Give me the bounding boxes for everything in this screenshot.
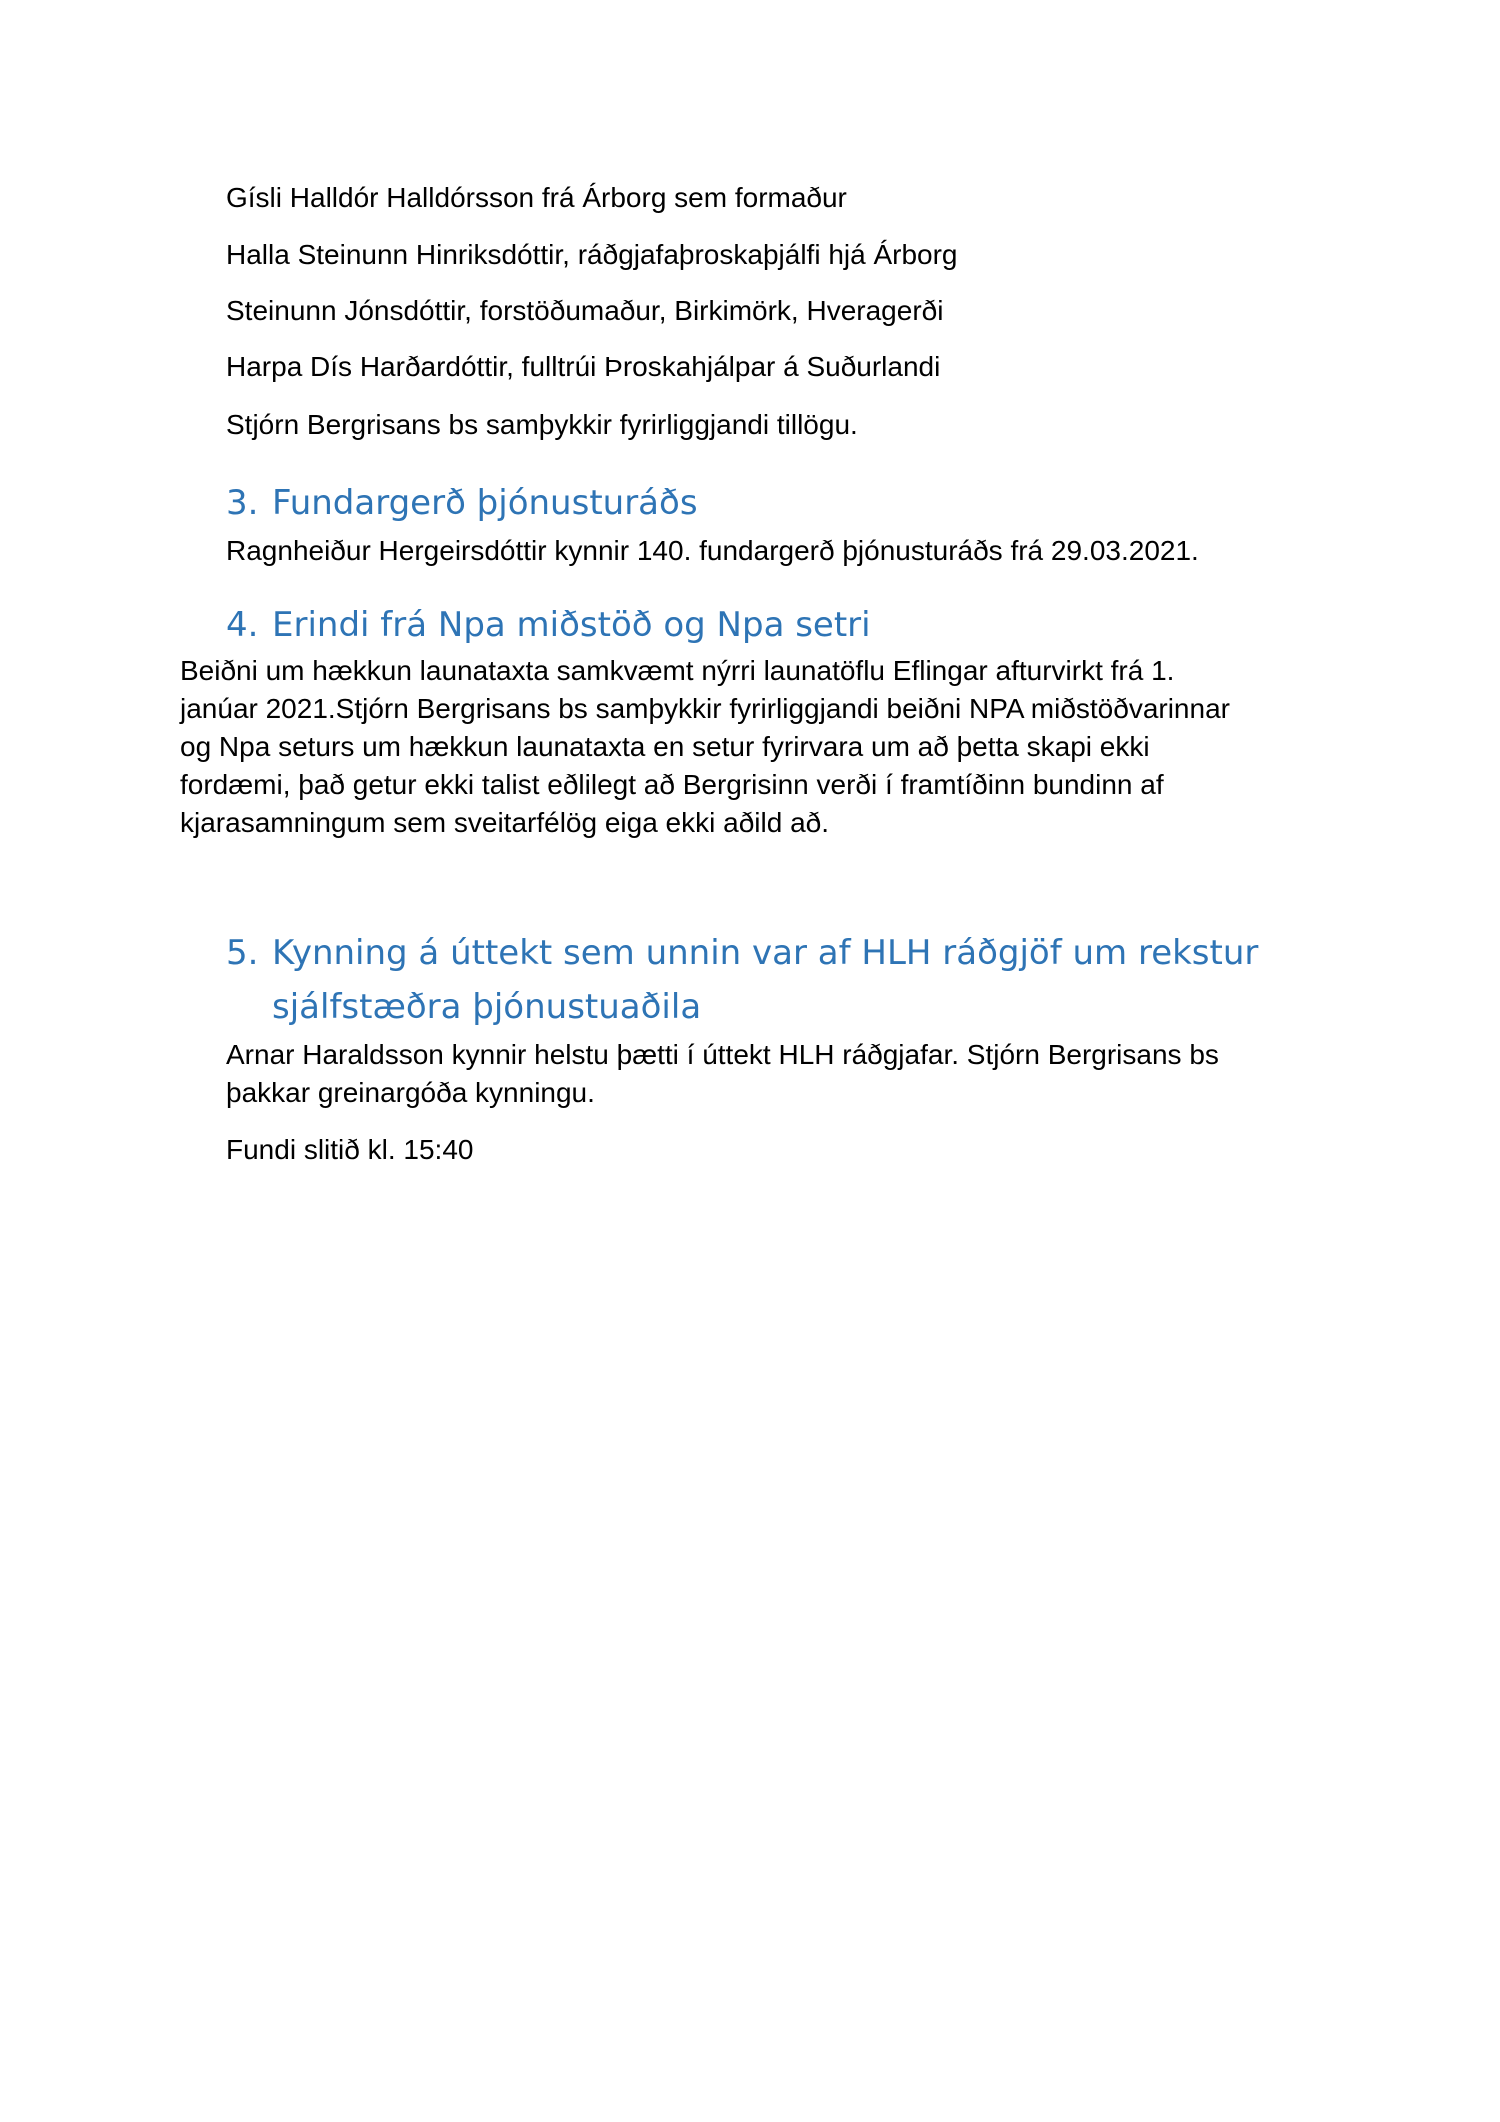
section-5-title-line2: sjálfstæðra þjónustuaðila xyxy=(272,987,702,1027)
paragraph-line: þakkar greinargóða kynningu. xyxy=(226,1077,595,1108)
section-4-title: Erindi frá Npa miðstöð og Npa setri xyxy=(272,605,871,645)
member-line: Halla Steinunn Hinriksdóttir, ráðgjafaþroskaþjálfi hjá Árborg xyxy=(226,239,958,270)
paragraph-line: Beiðni um hækkun launataxta samkvæmt nýrri launatöflu Eflingar afturvirkt frá 1. xyxy=(180,655,1175,686)
section-3-heading xyxy=(226,476,698,530)
approval-text: Stjórn Bergrisans bs samþykkir fyrirliggjandi tillögu. xyxy=(226,409,858,440)
section-5-body xyxy=(226,1036,1219,1112)
paragraph-line: fordæmi, það getur ekki talist eðlilegt að Bergrisinn verði í framtíðinn bundinn af xyxy=(180,769,1164,800)
section-3-body: Ragnheiður Hergeirsdóttir kynnir 140. fundargerð þjónusturáðs frá 29.03.2021. xyxy=(226,535,1199,566)
paragraph-line: kjarasamningum sem sveitarfélög eiga ekki aðild að. xyxy=(180,807,829,838)
section-3-title: Fundargerð þjónusturáðs xyxy=(272,483,698,523)
section-5-number: 5. xyxy=(226,933,259,973)
member-line: Steinunn Jónsdóttir, forstöðumaður, Birkimörk, Hveragerði xyxy=(226,295,944,326)
member-line: Gísli Halldór Halldórsson frá Árborg sem formaður xyxy=(226,182,847,213)
section-4-heading xyxy=(226,598,871,652)
section-4-number: 4. xyxy=(226,605,259,645)
paragraph-line: janúar 2021.Stjórn Bergrisans bs samþykkir fyrirliggjandi beiðni NPA miðstöðvarinnar xyxy=(180,693,1230,724)
section-5-title-line1: Kynning á úttekt sem unnin var af HLH ráðgjöf um rekstur xyxy=(272,933,1259,973)
section-3-number: 3. xyxy=(226,483,259,523)
closing-text: Fundi slitið kl. 15:40 xyxy=(226,1134,474,1165)
paragraph-line: Arnar Haraldsson kynnir helstu þætti í úttekt HLH ráðgjafar. Stjórn Bergrisans bs xyxy=(226,1039,1219,1070)
member-line: Harpa Dís Harðardóttir, fulltrúi Þroskahjálpar á Suðurlandi xyxy=(226,351,941,382)
section-5-heading xyxy=(226,926,1258,1034)
section-4-body xyxy=(180,652,1230,842)
paragraph-line: og Npa seturs um hækkun launataxta en setur fyrirvara um að þetta skapi ekki xyxy=(180,731,1150,762)
